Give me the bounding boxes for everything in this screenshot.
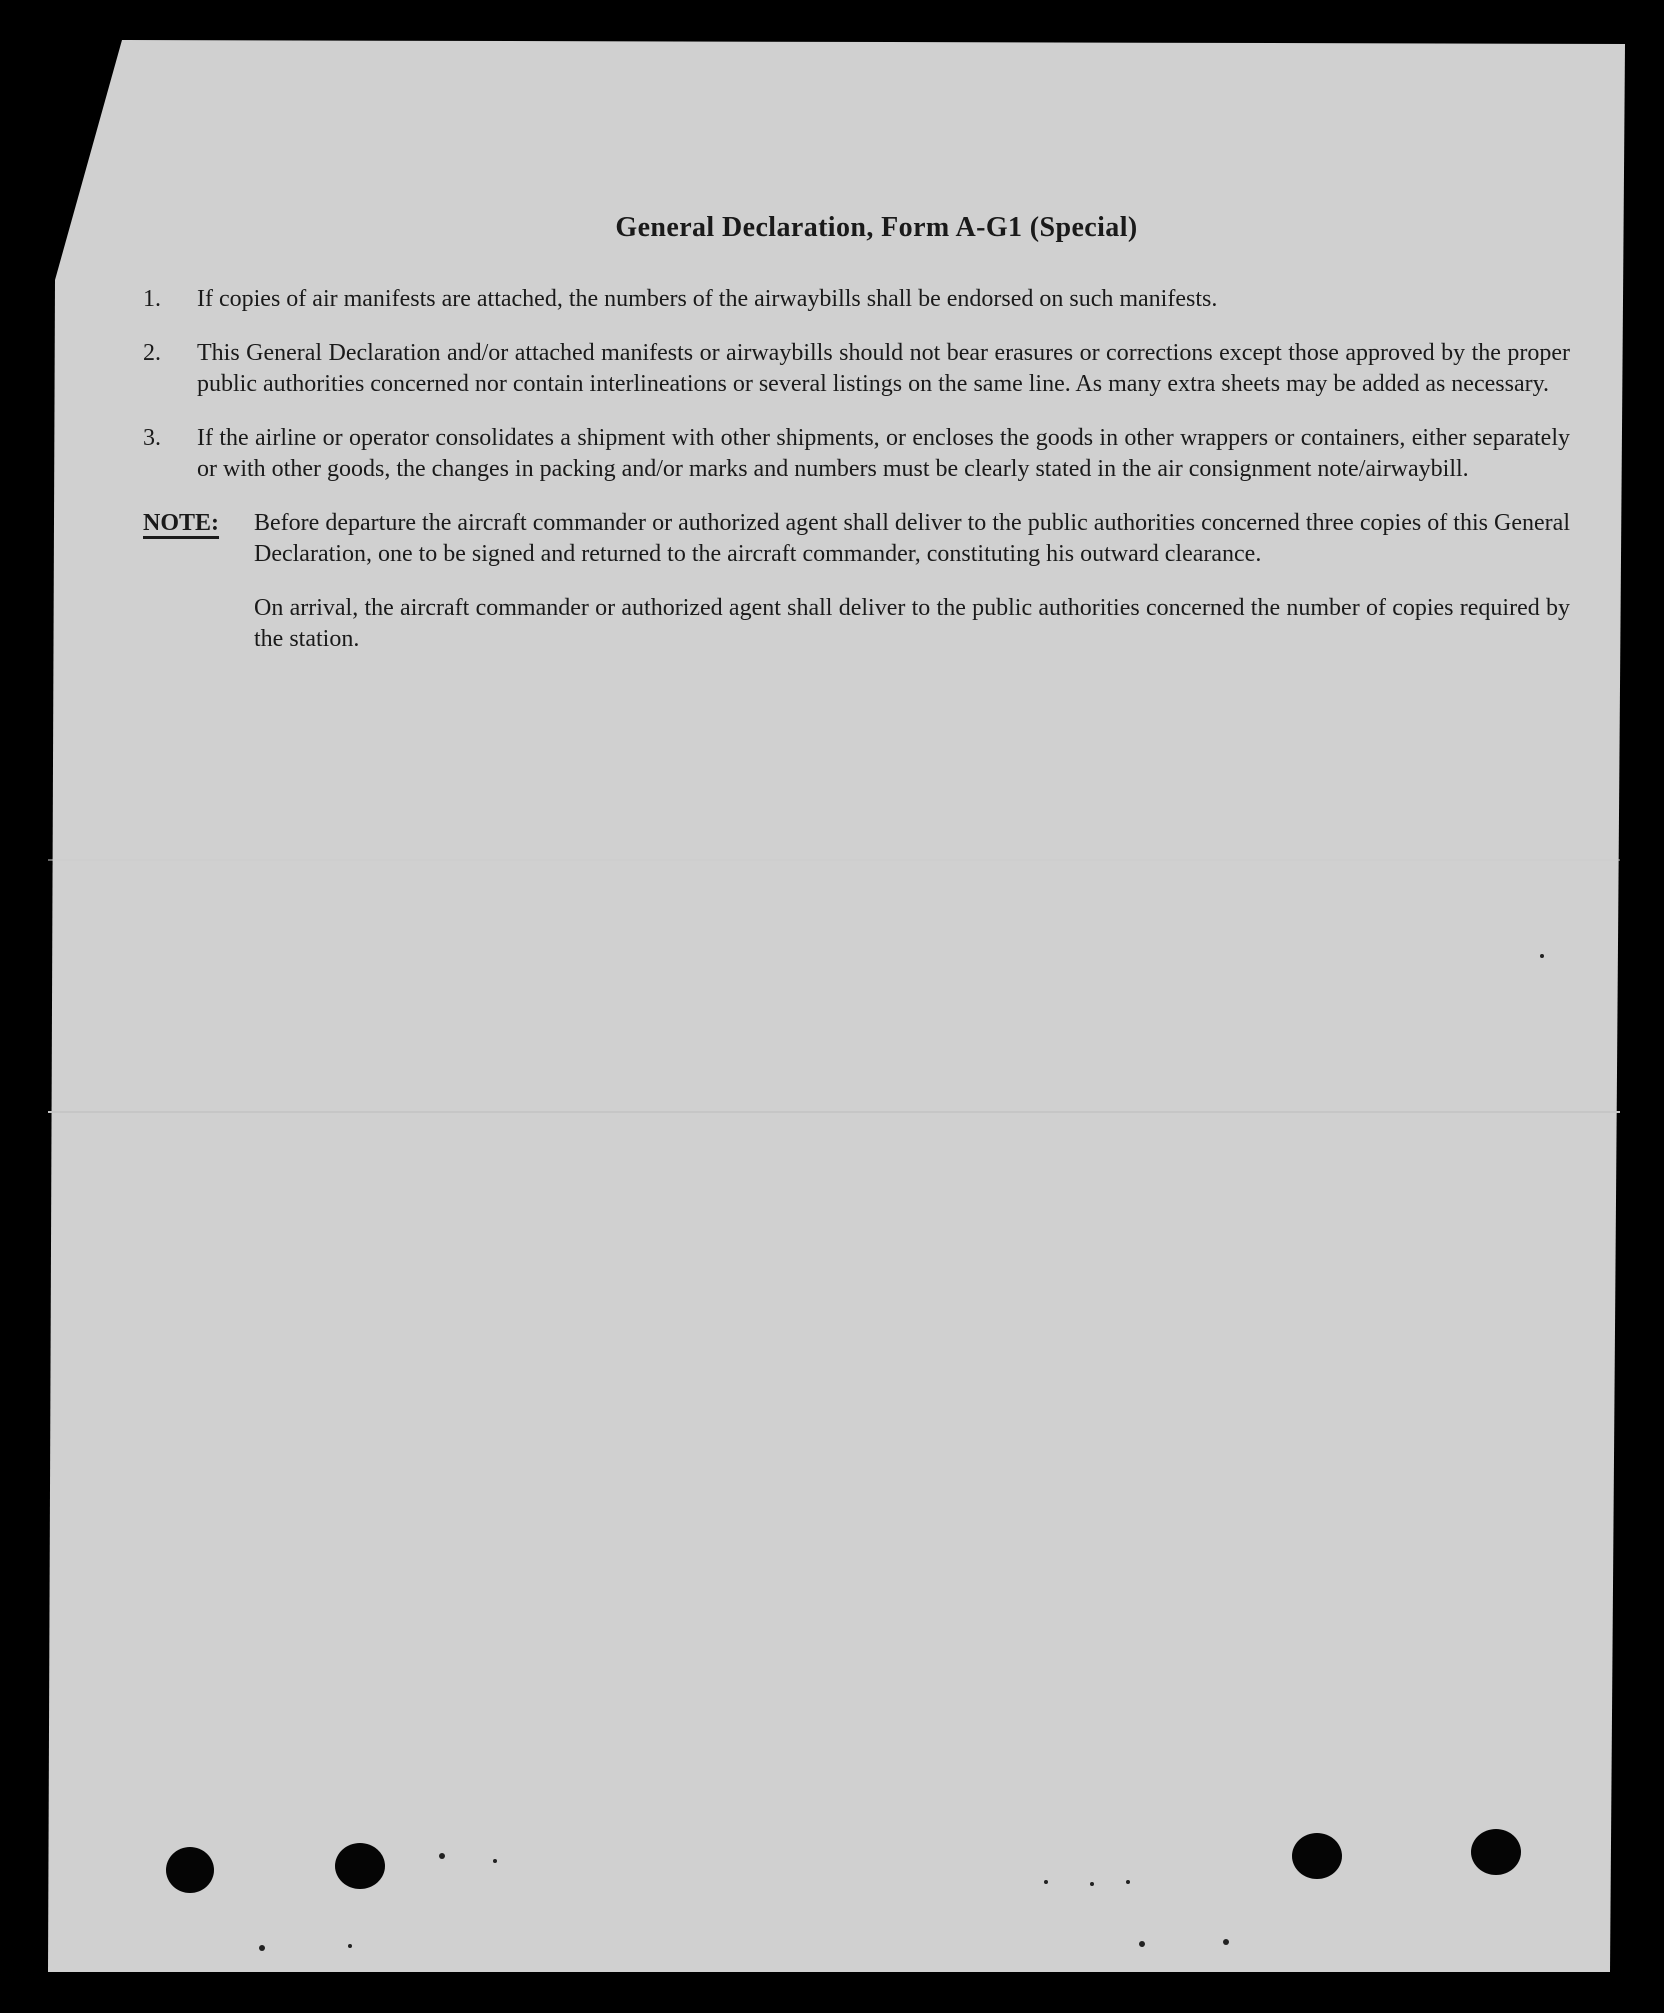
instruction-item [143, 338, 1570, 400]
instruction-item [143, 284, 1570, 315]
item-number: 1. [143, 286, 161, 312]
note-body [254, 508, 1570, 678]
item-text: If the airline or operator consolidates a shipment with other shipments, or encloses the goods in other wrappers or containers, either separately or with other goods, the changes in packing and/or marks and numbers must be clearly stated in the air consignment note/airwaybill. [197, 425, 1570, 482]
document-title: General Declaration, Form A-G1 (Special) [615, 212, 1138, 243]
punch-hole [1292, 1833, 1342, 1879]
item-text: If copies of air manifests are attached, the numbers of the airwaybills shall be endorsed on such manifests. [197, 286, 1218, 312]
note-section [143, 508, 1570, 678]
item-number: 3. [143, 425, 161, 451]
item-text: This General Declaration and/or attached manifests or airwaybills should not bear erasures or corrections except those approved by the proper public authorities concerned nor contain interlineations or several listings on the same line. As many extra sheets may be added as necessary. [197, 340, 1570, 397]
declaration-text [143, 200, 1570, 678]
item-number: 2. [143, 340, 161, 366]
note-paragraph: On arrival, the aircraft commander or authorized agent shall deliver to the public authorities concerned the number of copies required by the station. [254, 595, 1570, 652]
punch-hole [166, 1847, 214, 1893]
note-paragraph: Before departure the aircraft commander or authorized agent shall deliver to the public authorities concerned three copies of this General Declaration, one to be signed and returned to the aircraft commander, constituting his outward clearance. [254, 510, 1570, 567]
punch-hole [1471, 1829, 1521, 1875]
instruction-item [143, 423, 1570, 485]
note-label: NOTE: [143, 510, 220, 536]
punch-hole [335, 1843, 385, 1889]
